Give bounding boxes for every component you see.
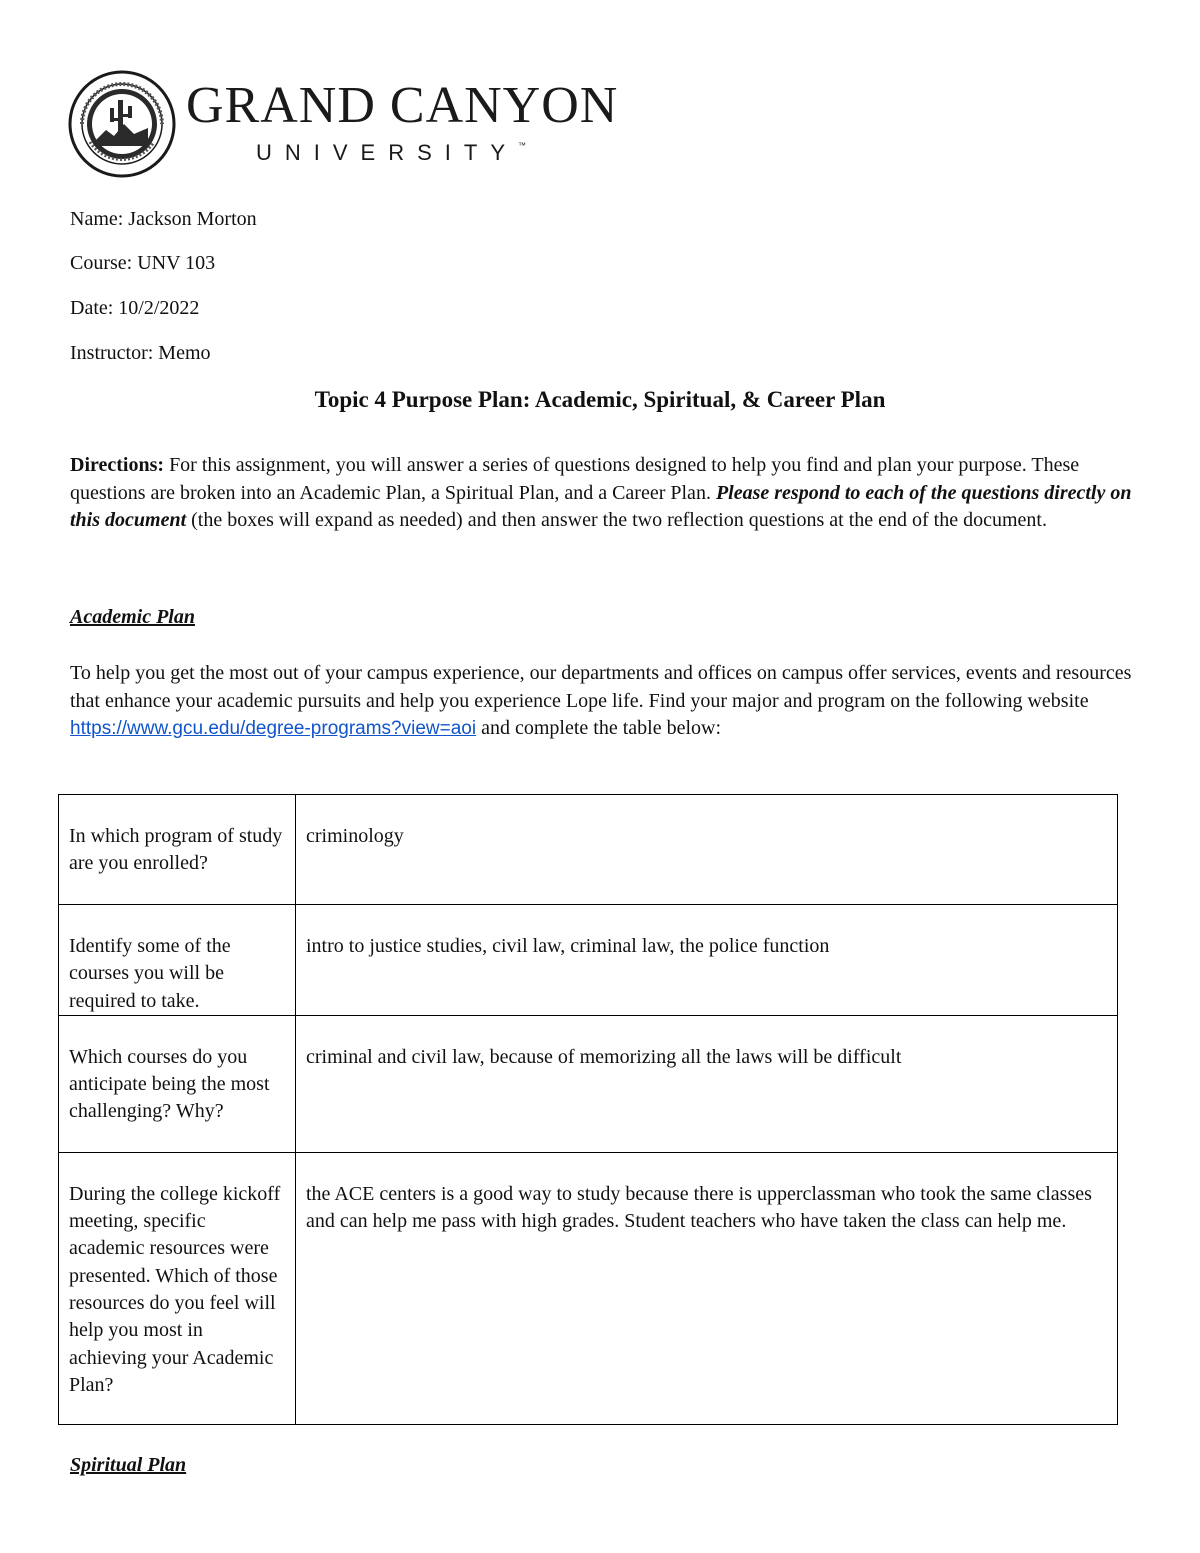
instructor: Instructor: Memo [70, 342, 211, 364]
question-cell: In which program of study are you enrolled? [59, 795, 296, 905]
directions-label: Directions: [70, 454, 165, 476]
logo-subtitle: UNIVERSITY™ [256, 140, 527, 165]
university-seal-icon [68, 70, 176, 178]
question-cell: Which courses do you anticipate being the most challenging? Why? [59, 1015, 296, 1152]
date: Date: 10/2/2022 [70, 297, 200, 319]
answer-cell[interactable]: criminology [296, 795, 1118, 905]
question-cell: During the college kickoff meeting, specific academic resources were presented. Which of those resources do you feel will help you most in achieving your Academic Plan? [59, 1152, 296, 1424]
degree-programs-link[interactable]: https://www.gcu.edu/degree-programs?view=aoi [70, 718, 477, 739]
academic-plan-intro: To help you get the most out of your campus experience, our departments and offices on campus offer services, events and resources that enhance your academic pursuits and help you experience Lope life. Find your major and program on the following website https://www.gcu.edu/degree-programs?view=aoi and complete the table below: [70, 662, 1132, 739]
university-logo [68, 70, 619, 182]
answer-cell[interactable]: the ACE centers is a good way to study because there is upperclassman who took the same classes and can help me pass with high grades. Student teachers who have taken the class can help me. [296, 1152, 1118, 1424]
directions-paragraph: Directions: For this assignment, you will answer a series of questions designed to help you find and plan your purpose. These questions are broken into an Academic Plan, a Spiritual Plan, and a Career Plan. Please respond to each of the questions directly on this document (the boxes will expand as needed) and then answer the two reflection questions at the end of the document. [70, 454, 1132, 531]
table-row [59, 795, 1118, 905]
table-row [59, 1152, 1118, 1424]
table-row [59, 905, 1118, 1016]
directions-emphasis: Please respond to each of the questions directly on this document [70, 481, 1132, 531]
logo-wordmark: GRAND CANYON [186, 77, 619, 134]
question-cell: Identify some of the courses you will be required to take. [59, 905, 296, 1016]
spiritual-plan-heading: Spiritual Plan [70, 1454, 187, 1476]
student-name: Name: Jackson Morton [70, 208, 257, 230]
answer-cell[interactable]: criminal and civil law, because of memorizing all the laws will be difficult [296, 1015, 1118, 1152]
academic-plan-table [58, 794, 1118, 1425]
table-row [59, 1015, 1118, 1152]
academic-plan-heading: Academic Plan [70, 606, 195, 628]
document-title: Topic 4 Purpose Plan: Academic, Spiritual, & Career Plan [314, 387, 886, 412]
course: Course: UNV 103 [70, 252, 216, 274]
answer-cell[interactable]: intro to justice studies, civil law, criminal law, the police function [296, 905, 1118, 1016]
